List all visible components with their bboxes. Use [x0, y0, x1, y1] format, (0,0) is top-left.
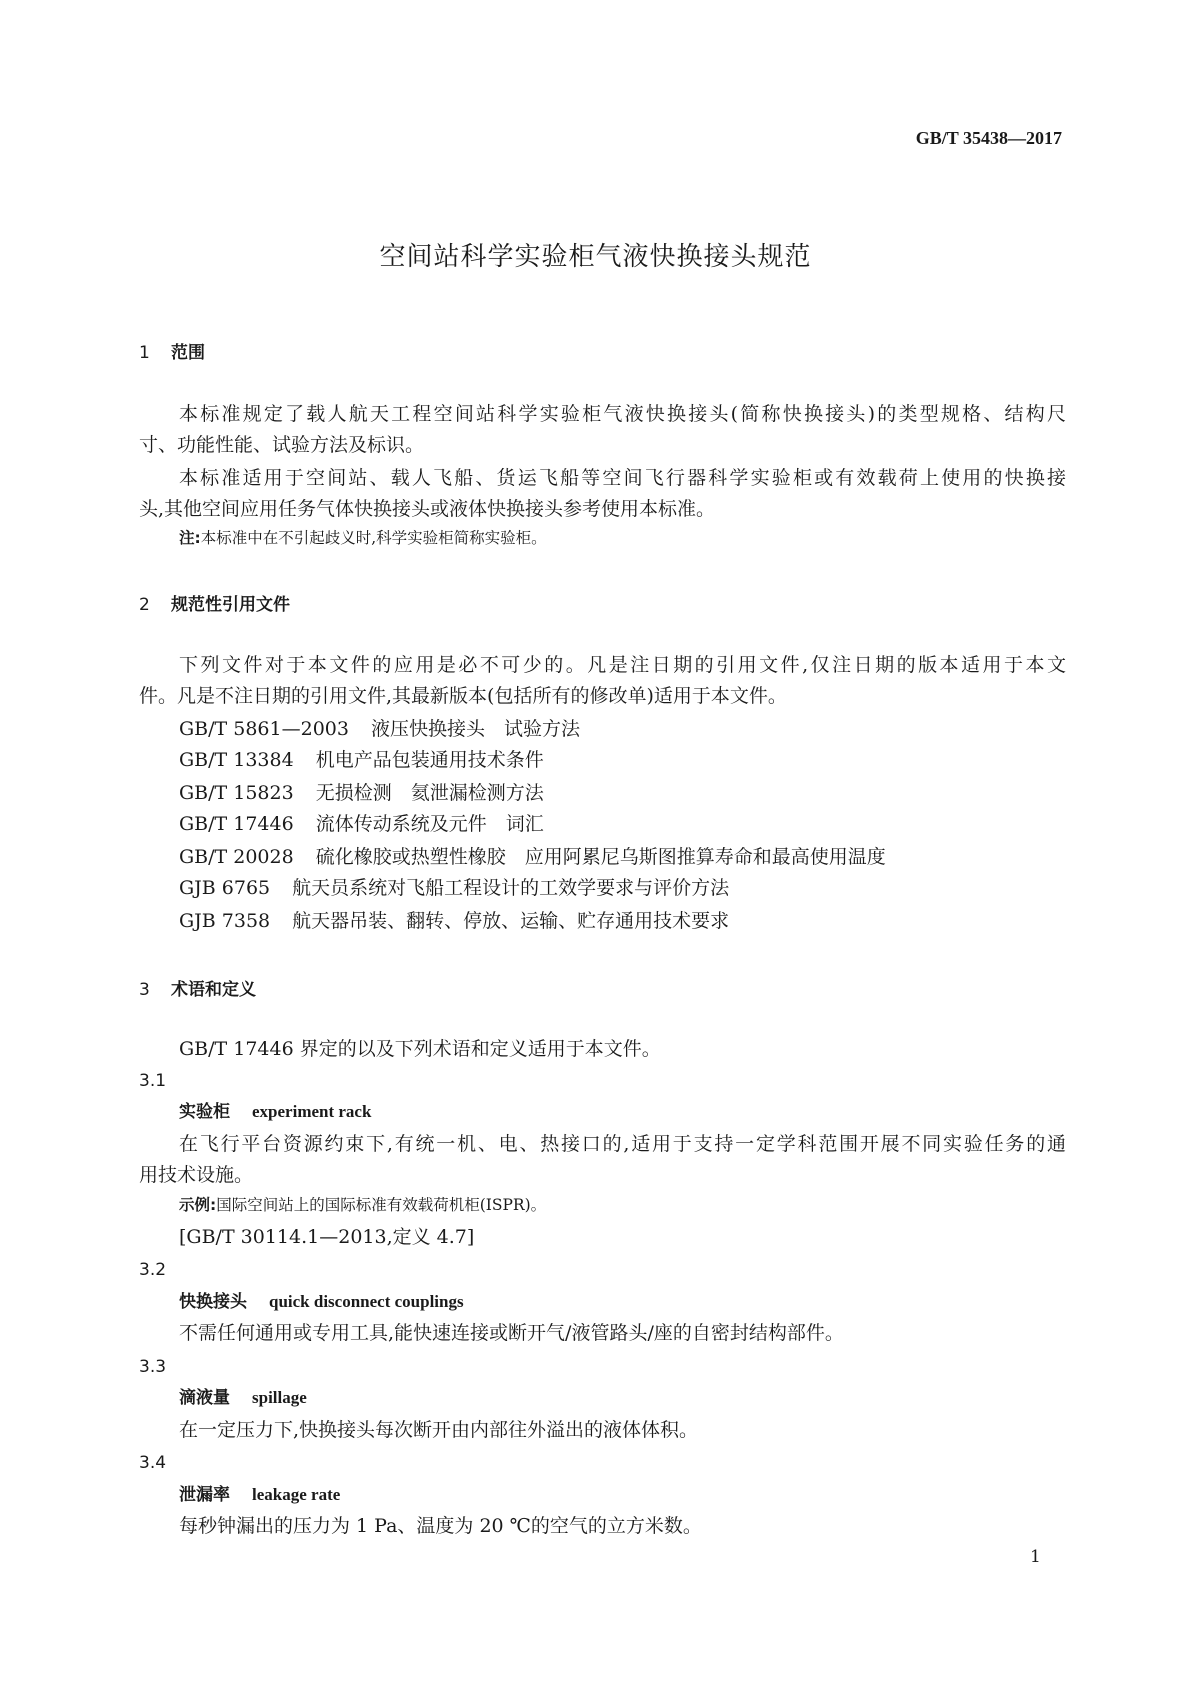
section-2-heading [139, 590, 290, 615]
scope-note [179, 527, 547, 549]
term-definition: 每秒钟漏出的压力为 1 Pa、温度为 20 ℃的空气的立方米数。 [179, 1515, 702, 1537]
term-zh: 泄漏率 [179, 1485, 230, 1505]
page-number: 1 [1030, 1547, 1041, 1567]
reference-code: GB/T 20028 [179, 846, 294, 868]
reference-code: GB/T 5861—2003 [179, 718, 349, 740]
example-text: 国际空间站上的国际标准有效载荷机柜(ISPR)。 [216, 1196, 547, 1214]
reference-title: 航天员系统对飞船工程设计的工效学要求与评价方法 [292, 877, 730, 899]
reference-item [179, 910, 729, 932]
term-en: quick disconnect couplings [269, 1292, 464, 1311]
term-definition: 不需任何通用或专用工具,能快速连接或断开气/液管路头/座的自密封结构部件。 [179, 1322, 844, 1344]
reference-title: 流体传动系统及元件 词汇 [315, 813, 544, 835]
reference-code: GB/T 13384 [179, 749, 294, 771]
scope-p1-line1: 本标准规定了载人航天工程空间站科学实验柜气液快换接头(简称快换接头)的类型规格、结构尺 [179, 403, 1066, 425]
section-3-heading [139, 975, 256, 1000]
reference-code: GJB 7358 [179, 910, 271, 932]
reference-title: 航天器吊装、翻转、停放、运输、贮存通用技术要求 [292, 910, 730, 932]
term-en: spillage [252, 1388, 307, 1407]
term-heading [179, 1484, 340, 1506]
reference-code: GB/T 15823 [179, 782, 294, 804]
term-zh: 快换接头 [179, 1292, 247, 1312]
reference-code: GJB 6765 [179, 877, 271, 899]
term-definition-line2: 用技术设施。 [139, 1164, 254, 1186]
reference-item [179, 877, 729, 899]
section-number: 3 [139, 980, 150, 1000]
section-number: 2 [139, 595, 150, 615]
term-number: 3.4 [139, 1453, 167, 1473]
section-1-heading [139, 338, 205, 363]
reference-item [179, 813, 544, 835]
reference-item [179, 846, 886, 868]
term-source: [GB/T 30114.1—2013,定义 4.7] [179, 1226, 475, 1248]
reference-code: GB/T 17446 [179, 813, 294, 835]
term-heading [179, 1101, 371, 1123]
reference-item [179, 718, 580, 740]
standard-number: GB/T 35438—2017 [915, 128, 1062, 148]
term-heading [179, 1291, 464, 1313]
term-definition: 在一定压力下,快换接头每次断开由内部往外溢出的液体体积。 [179, 1419, 699, 1441]
section-title: 术语和定义 [171, 980, 256, 1000]
scope-p2-line2: 头,其他空间应用任务气体快换接头或液体快换接头参考使用本标准。 [139, 498, 716, 520]
scope-p2-line1: 本标准适用于空间站、载人飞船、货运飞船等空间飞行器科学实验柜或有效载荷上使用的快换接 [179, 467, 1066, 489]
term-zh: 实验柜 [179, 1102, 230, 1122]
term-zh: 滴液量 [179, 1388, 230, 1408]
scope-p1-line2: 寸、功能性能、试验方法及标识。 [139, 434, 425, 456]
term-number: 3.1 [139, 1071, 167, 1091]
reference-title: 液压快换接头 试验方法 [370, 718, 580, 740]
example-label: 示例: [179, 1196, 217, 1214]
reference-item [179, 749, 544, 771]
reference-title: 机电产品包装通用技术条件 [315, 749, 544, 771]
reference-item [179, 782, 544, 804]
section-title: 范围 [171, 343, 205, 363]
term-en: leakage rate [252, 1485, 341, 1504]
term-heading [179, 1387, 307, 1409]
section-number: 1 [139, 343, 150, 363]
term-example [179, 1194, 546, 1216]
reference-title: 无损检测 氦泄漏检测方法 [315, 782, 544, 804]
refs-intro-line2: 件。凡是不注日期的引用文件,其最新版本(包括所有的修改单)适用于本文件。 [139, 685, 787, 707]
note-label: 注: [179, 529, 201, 547]
section-title: 规范性引用文件 [171, 595, 290, 615]
note-text: 本标准中在不引起歧义时,科学实验柜简称实验柜。 [200, 529, 547, 547]
term-number: 3.3 [139, 1357, 167, 1377]
reference-title: 硫化橡胶或热塑性橡胶 应用阿累尼乌斯图推算寿命和最高使用温度 [315, 846, 886, 868]
term-number: 3.2 [139, 1260, 167, 1280]
term-en: experiment rack [252, 1102, 372, 1121]
document-title: 空间站科学实验柜气液快换接头规范 [379, 242, 812, 272]
term-definition-line1: 在飞行平台资源约束下,有统一机、电、热接口的,适用于支持一定学科范围开展不同实验任务的通 [179, 1133, 1066, 1155]
refs-intro-line1: 下列文件对于本文件的应用是必不可少的。凡是注日期的引用文件,仅注日期的版本适用于本文 [179, 654, 1066, 676]
terms-intro: GB/T 17446 界定的以及下列术语和定义适用于本文件。 [179, 1038, 661, 1060]
